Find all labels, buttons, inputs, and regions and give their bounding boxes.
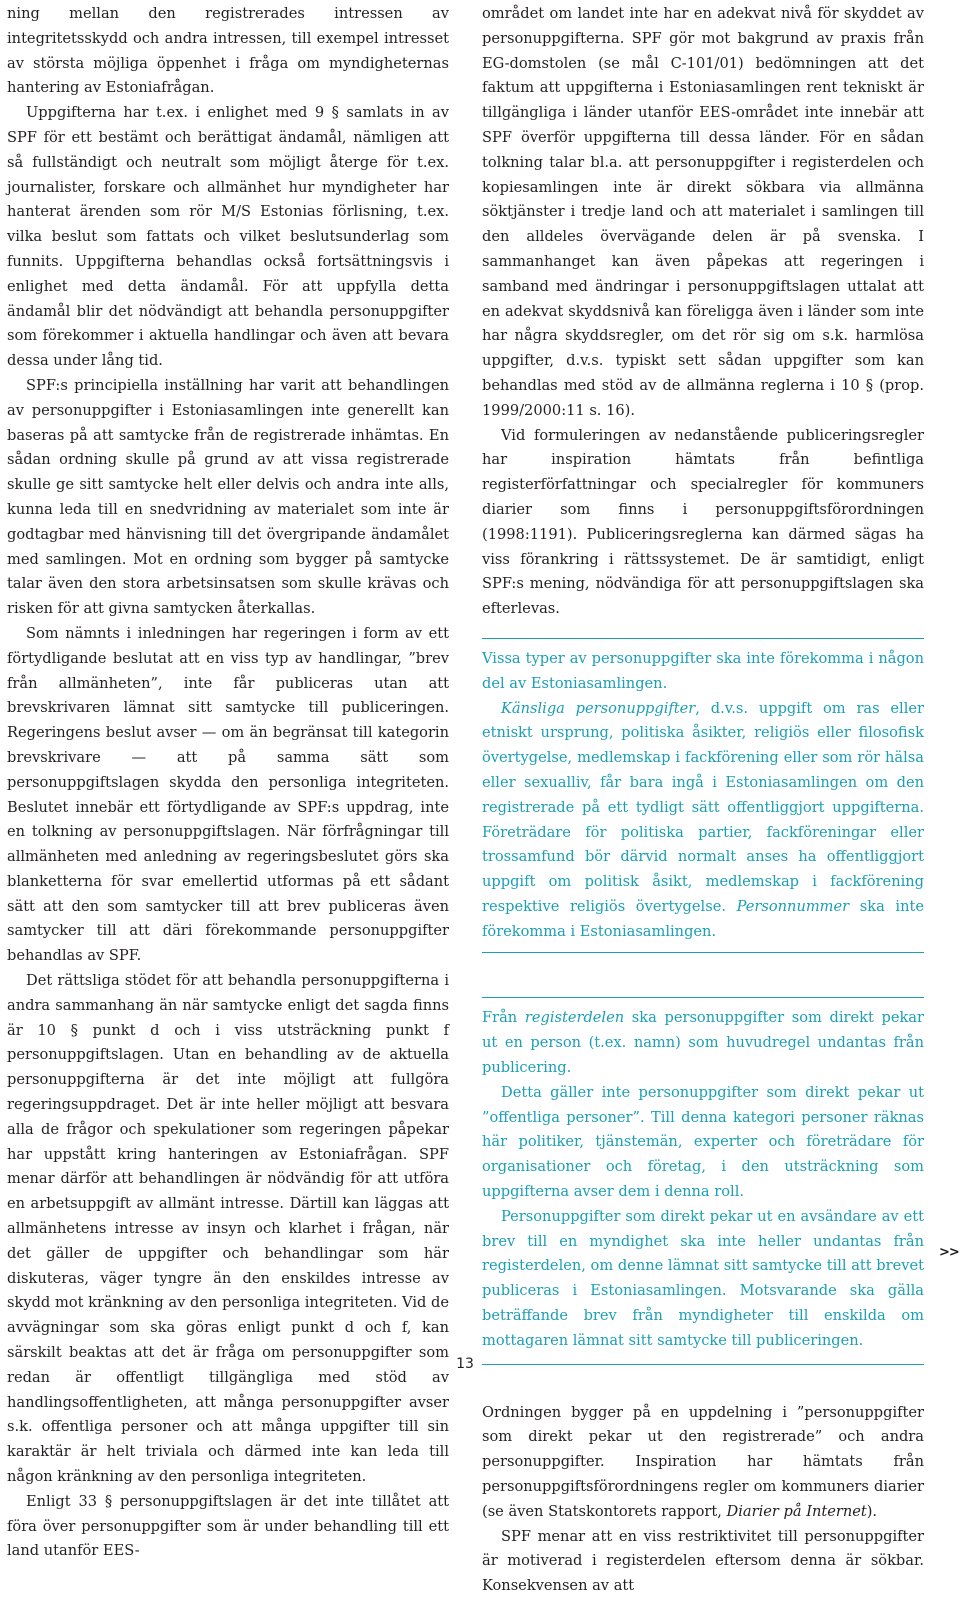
- left-column: [7, 2, 449, 1564]
- text-run: Personuppgifter som direkt pekar ut en avsändare av ett brev till en myndighet ska inte heller undantas från registerdelen, om denne lämnat sitt samtycke till att brevet publiceras i Estoniasamlingen. Motsvarande ska gälla beträffande brev från myndigheter till enskilda om mottagaren lämnat sitt samtycke till publiceringen.: [482, 1207, 924, 1349]
- paragraph: [482, 1205, 924, 1354]
- paragraph: [482, 647, 924, 697]
- emphasized-text: Diarier på Internet: [726, 1502, 867, 1520]
- text-run: , d.v.s. uppgift om ras eller etniskt ursprung, politiska åsikter, religiös eller filosofisk övertygelse, medlemskap i fackförening eller som rör hälsa eller sexualliv, får bara ingå i Estoniasamlingen om den registrerade på ett tydligt sätt offentliggjort uppgifterna. Företrädare för politiska partier, fackföreningar eller trossamfund bör därvid normalt anses ha offentliggjort uppgift om politisk åsikt, medlemskap i fackförening respektive religiös övertygelse.: [482, 699, 925, 915]
- emphasized-text: Känsliga personuppgifter: [501, 699, 696, 717]
- rules-box-registerdelen: [482, 1006, 924, 1353]
- paragraph: Det rättsliga stödet för att behandla personuppgifterna i andra sammanhang än när samtycke enligt det sagda finns är 10 § punkt d och i viss utsträckning punkt f personuppgiftslagen. Utan en behandling av de aktuella personuppgifterna är det inte möjligt att fullgöra regeringsuppdraget. Det är inte heller möjligt att besvara alla de frågor och spekulationer som regeringen påpekar har uppstått kring hanteringen av Estoniafrågan. SPF menar därför att behandlingen är nödvändig för att utföra en arbetsuppgift av allmänt intresse. Därtill kan läggas att allmänhetens intresse av insyn och klarhet i frågan, när det gäller de uppgifter och behandlingar som här diskuteras, väger tyngre än den enskildes intresse av skydd mot kränkning av den personliga integriteten. Vid de avvägningar som ska göras enligt punkt d och f, kan särskilt beaktas att det är fråga om personuppgifter som redan är offentligt tillgängliga med stöd av handlingsoffentligheten, att många personuppgifter avser s.k. offentliga personer och att många uppgifter till sin karaktär är helt triviala och därmed inte kan leda till någon kränkning av den personliga integriteten.: [7, 972, 449, 1486]
- continue-marker: >>: [939, 1245, 959, 1260]
- emphasized-text: Personnummer: [736, 897, 850, 915]
- text-run: Detta gäller inte personuppgifter som direkt pekar ut ”offentliga personer”. Till denna kategori personer räknas här politiker, tjänstemän, experter och företrädare för organisationer och företag, i den utsträckning som uppgifterna avser dem i denna roll.: [482, 1083, 924, 1201]
- paragraph: [482, 697, 924, 945]
- text-run: ).: [866, 1502, 878, 1520]
- paragraph: Uppgifterna har t.ex. i enlighet med 9 § samlats in av SPF för ett bestämt och berättigat ändamål, nämligen att så fullständigt och neutralt som möjligt återge för t.ex. journalister, forskare och allmänhet hur myndigheter har hanterat ärenden som rör M/S Estonias förlisning, t.ex. vilka beslut som fattats och vilket beslutsunderlag som funnits. Uppgifterna behandlas också fortsättningsvis i enlighet med detta ändamål. För att uppfylla detta ändamål blir det nödvändigt att behandla personuppgifter som förekommer i aktuella handlingar och även att bevara dessa under lång tid.: [7, 104, 449, 370]
- paragraph: ning mellan den registrerades intressen av integritetsskydd och andra intressen, till exempel intresset av största möjliga öppenhet i fråga om myndigheternas hantering av Estoniafrågan.: [7, 5, 449, 97]
- paragraph: området om landet inte har en adekvat nivå för skyddet av personuppgifterna. SPF gör mot bakgrund av praxis från EG-domstolen (se mål C-101/01) bedömningen att det faktum att uppgifterna i Estoniasamlingen rent tekniskt är tillgängliga i länder utanför EES-området inte innebär att SPF överför uppgifterna till dessa länder. För en sådan tolkning talar bl.a. att personuppgifter i registerdelen och kopiesamlingen inte är direkt sökbara via allmänna söktjänster i tredje land och att materialet i samlingen till den alldeles övervägande delen är på svenska. I sammanhanget kan även påpekas att regeringen i samband med ändringar i personuppgiftslagen uttalat att en adekvat skyddsnivå kan föreligga även i länder som inte har några skyddsregler, om det rör sig om s.k. harmlösa uppgifter, d.v.s. typiskt sett sådan uppgifter som kan behandlas med stöd av de allmänna reglerna i 10 § (prop. 1999/2000:11 s. 16).: [482, 5, 924, 419]
- text-run: Från: [482, 1009, 525, 1027]
- paragraph: [482, 1081, 924, 1205]
- text-run: ska personuppgifter som direkt pekar ut en person (t.ex. namn) som huvudregel undantas från publicering.: [482, 1009, 924, 1077]
- page-number: 13: [456, 1356, 474, 1372]
- paragraph: [482, 1006, 924, 1080]
- right-column-text: [482, 2, 924, 622]
- text-run: ska inte förekomma i Estoniasamlingen.: [482, 897, 924, 940]
- text-run: Vissa typer av personuppgifter ska inte förekomma i någon del av Estoniasamlingen.: [482, 649, 924, 692]
- paragraph: Som nämnts i inledningen har regeringen i form av ett förtydligande beslutat att en viss typ av handlingar, ”brev från allmänheten”, inte får publiceras utan att brevskrivaren lämnat sitt samtycke till publiceringen. Regeringens beslut avser — om än begränsat till kategorin brevskrivare — att på samma sätt som personuppgiftslagen skydda den personliga integriteten. Beslutet innebär ett förtydligande av SPF:s uppdrag, inte en tolkning av personuppgiftslagen. När förfrågningar till allmänheten med anledning av regeringsbeslutet görs ska blanketterna för svar emellertid utformas på ett sådant sätt att den som samtycker till att brev publiceras även samtycker till att däri förekommande personuppgifter behandlas av SPF.: [7, 624, 449, 965]
- right-column-text: [482, 1401, 924, 1599]
- text-run: Ordningen bygger på en uppdelning i ”personuppgifter som direkt pekar ut den registrerade” och andra personuppgifter. Inspiration har hämtats från personuppgiftsförordningens regler om kommuners diarier (se även Statskontorets rapport,: [482, 1403, 924, 1520]
- paragraph: Vid formuleringen av nedanstående publiceringsregler har inspiration hämtats från befintliga registerförfattningar och specialregler för kommuners diarier som finns i personuppgiftsförordningen (1998:1191). Publiceringsreglerna kan därmed sägas ha viss förankring i rättssystemet. De är samtidigt, enligt SPF:s mening, nödvändiga för att personuppgiftslagen ska efterlevas.: [482, 426, 924, 618]
- text-run: SPF menar att en viss restriktivitet till personuppgifter är motiverad i registerdelen eftersom denna är sökbar. Konsekvensen av att: [482, 1527, 924, 1595]
- paragraph: SPF:s principiella inställning har varit att behandlingen av personuppgifter i Estoniasamlingen inte generellt kan baseras på att samtycke från de registrerade inhämtas. En sådan ordning skulle på grund av att vissa registrerade skulle ge sitt samtycke helt eller delvis och andra inte alls, kunna leda till en snedvridning av materialet som inte är godtagbar med hänvisning till det övergripande ändamålet med samlingen. Mot en ordning som bygger på samtycke talar även den stora arbetsinsatsen som skulle krävas och risken för att givna samtycken återkallas.: [7, 376, 449, 618]
- paragraph: [482, 1525, 924, 1599]
- rules-box-sensitive: [482, 647, 924, 945]
- paragraph: Enligt 33 § personuppgiftslagen är det inte tillåtet att föra över personuppgifter som är under behandling till ett land utanför EES-: [7, 1492, 449, 1560]
- emphasized-text: registerdelen: [524, 1009, 625, 1027]
- paragraph: [482, 1401, 924, 1525]
